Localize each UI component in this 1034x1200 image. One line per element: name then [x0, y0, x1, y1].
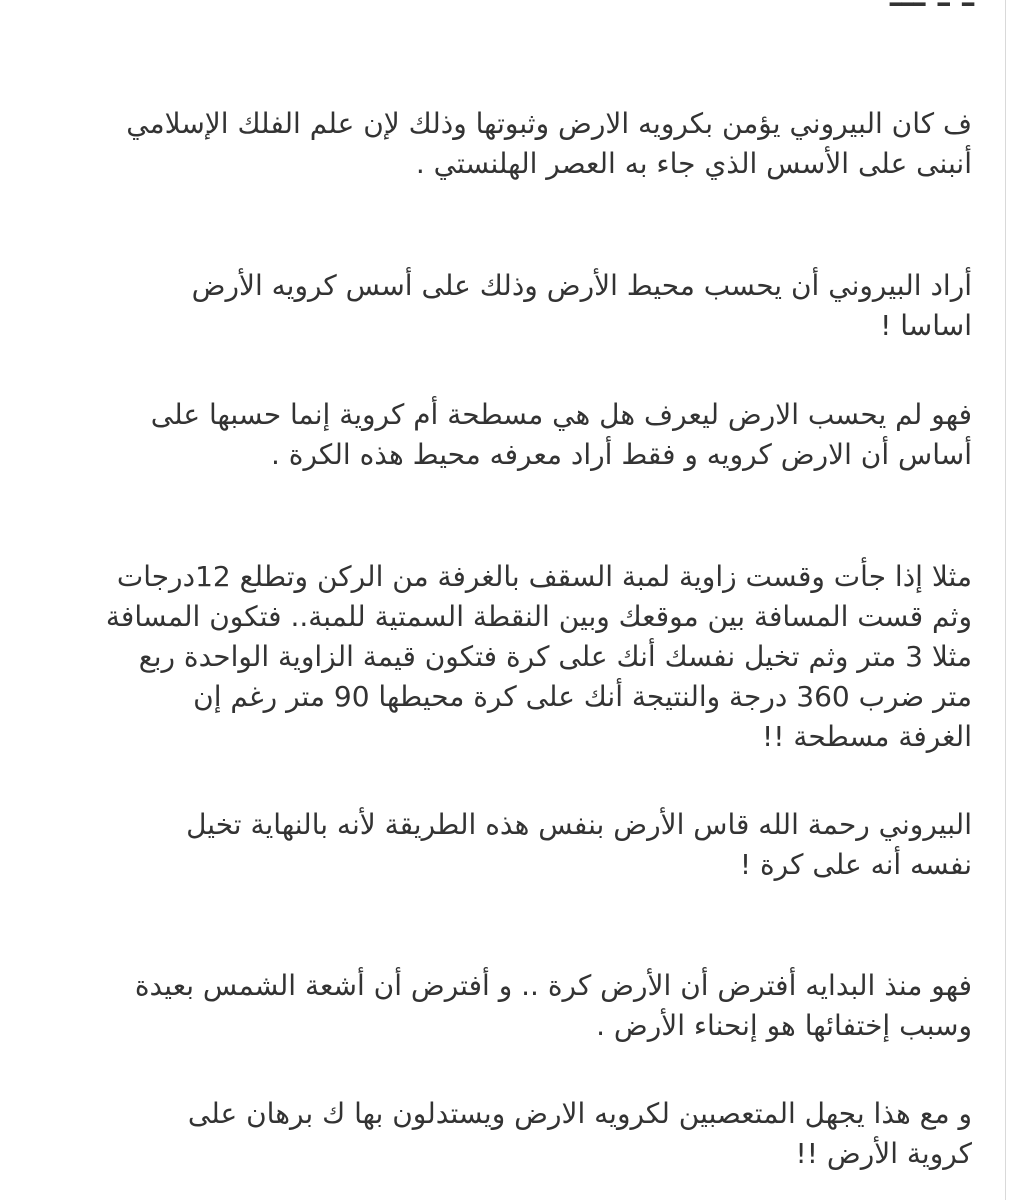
paragraph-line: أساس أن الارض كرويه و فقط أراد معرفه محيط هذه الكرة .: [271, 438, 972, 471]
paragraph-line: متر ضرب 360 درجة والنتيجة أنك على كرة محيطها 90 متر رغم إن: [193, 680, 972, 713]
paragraph-5: [42, 805, 972, 885]
paragraph-line: أنبنى على الأسس الذي جاء به العصر الهلنستي .: [415, 147, 972, 180]
paragraph-3: [42, 395, 972, 475]
paragraph-line: الغرفة مسطحة !!: [762, 720, 972, 753]
paragraph-line: فهو لم يحسب الارض ليعرف هل هي مسطحة أم كروية إنما حسبها على: [150, 398, 972, 431]
paragraph-1: [42, 104, 972, 184]
paragraph-2: [42, 266, 972, 346]
paragraph-line: مثلا 3 متر وثم تخيل نفسك أنك على كرة فتكون قيمة الزاوية الواحدة ربع: [138, 640, 972, 673]
paragraph-line: أراد البيروني أن يحسب محيط الأرض وذلك على أسس كرويه الأرض: [191, 269, 972, 302]
paragraph-line: اساسا !: [880, 309, 972, 342]
paragraph-line: وثم قست المسافة بين موقعك وبين النقطة السمتية للمبة.. فتكون المسافة: [105, 600, 972, 633]
paragraph-line: مثلا إذا جأت وقست زاوية لمبة السقف بالغرفة من الركن وتطلع 12درجات: [116, 560, 972, 593]
paragraph-4: [42, 557, 972, 757]
paragraph-line: كروية الأرض !!: [795, 1137, 972, 1170]
paragraph-6: [42, 966, 972, 1046]
paragraph-line: فهو منذ البدايه أفترض أن الأرض كرة .. و أفترض أن أشعة الشمس بعيدة: [134, 969, 972, 1002]
paragraph-7: [42, 1094, 972, 1174]
paragraph-line: و مع هذا يجهل المتعصبين لكرويه الارض ويستدلون بها ك برهان على: [187, 1097, 972, 1130]
paragraph-line: البيروني رحمة الله قاس الأرض بنفس هذه الطريقة لأنه بالنهاية تخيل: [186, 808, 972, 841]
right-margin-divider: [1005, 0, 1006, 1200]
cropped-top-text: [890, 0, 974, 16]
paragraph-line: ف كان البيروني يؤمن بكرويه الارض وثبوتها وذلك لإن علم الفلك الإسلامي: [126, 107, 972, 140]
paragraph-line: نفسه أنه على كرة !: [739, 848, 972, 881]
paragraph-line: وسبب إختفائها هو إنحناء الأرض .: [596, 1009, 972, 1042]
